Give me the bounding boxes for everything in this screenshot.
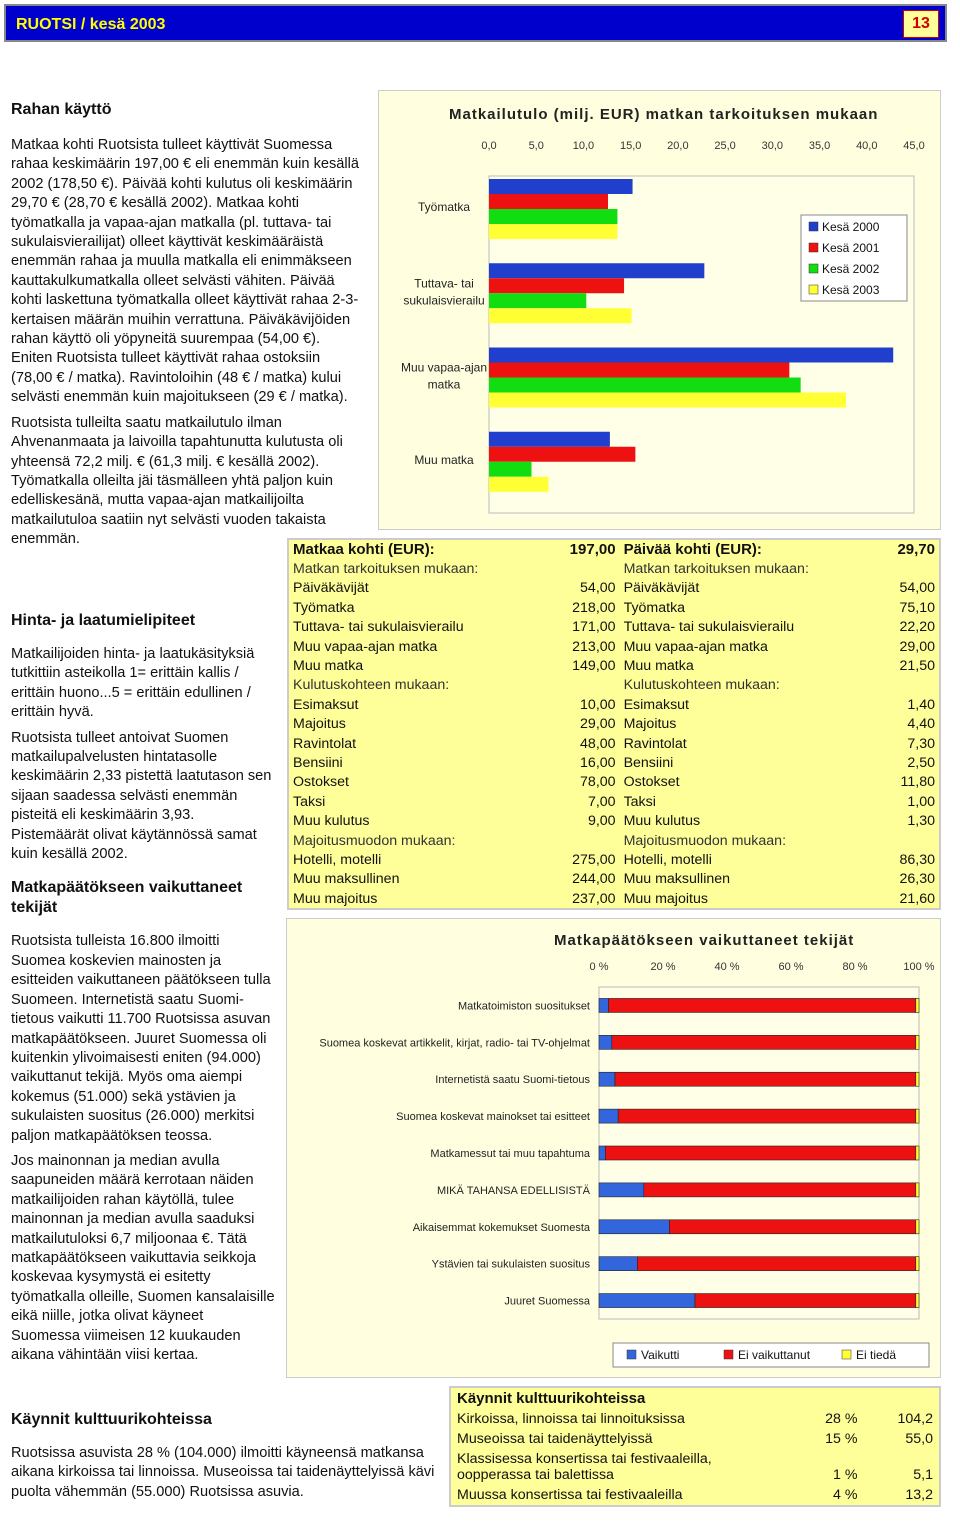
category-label: MIKÄ TAHANSA EDELLISISTÄ (436, 1184, 590, 1197)
bar-vaikutti (599, 1257, 637, 1271)
bar-vaikutti (599, 1109, 618, 1123)
row-value: 78,00 (580, 774, 616, 791)
x-tick-label: 0 % (589, 961, 609, 973)
bar-ei-tiedä (916, 1257, 919, 1271)
legend-swatch (809, 264, 818, 273)
table-row (451, 1409, 939, 1429)
row-value: 54,00 (580, 580, 616, 597)
header-title: RUOTSI / kesä 2003 (16, 16, 166, 33)
row-value: 26,30 (899, 871, 935, 888)
row-label: Taksi (293, 793, 326, 810)
row-label: Päiväkävijät (623, 580, 700, 597)
row-value: 1,40 (907, 696, 935, 713)
row-value: 7,00 (587, 793, 616, 810)
bar-kesä-2001 (489, 363, 789, 378)
table-row (451, 1485, 939, 1505)
x-tick-label: 0,0 (481, 140, 497, 152)
legend-label: Kesä 2003 (822, 283, 880, 297)
category-label: Tuttava- tai (414, 276, 474, 291)
culture-count: 5,1 (913, 1467, 933, 1483)
x-tick-label: 40,0 (856, 140, 878, 152)
row-label: Ostokset (623, 774, 680, 791)
row-value: 237,00 (572, 890, 616, 907)
row-label: Muu matka (623, 658, 694, 675)
row-value: 86,30 (899, 851, 935, 868)
bar-kesä-2000 (489, 432, 610, 447)
culture-label: Klassisessa konsertissa tai festivaaleilla, oopperassa tai balettissa (457, 1451, 712, 1483)
legend-swatch (842, 1350, 851, 1359)
row-value (548, 831, 620, 850)
bar-kesä-2003 (489, 308, 632, 323)
culture-count: 55,0 (905, 1431, 933, 1447)
legend-label: Ei tiedä (856, 1348, 897, 1362)
page-header (4, 4, 947, 42)
table-row (289, 773, 939, 792)
table-row (289, 637, 939, 656)
bar-ei-vaikuttanut (637, 1257, 915, 1271)
table-row (451, 1449, 939, 1485)
culture-percent: 4 % (833, 1487, 858, 1503)
row-value: 1,30 (907, 813, 935, 830)
heading-spending: Rahan käyttö (11, 101, 112, 118)
legend-label: Kesä 2001 (822, 241, 880, 255)
bar-kesä-2003 (489, 477, 549, 492)
table-row (289, 831, 939, 850)
row-value (878, 676, 939, 695)
bar-ei-vaikuttanut (615, 1072, 916, 1086)
row-value: 4,40 (907, 716, 935, 733)
bar-kesä-2003 (489, 393, 846, 408)
text-column-middle (11, 598, 275, 1365)
row-label: Bensiini (623, 754, 674, 771)
paragraph-advertising: Jos mainonnan ja median avulla saapuneiden määrä kerrotaan näiden matkailijoiden rahan käytöllä, tulee mainonnan ja median avulla saaduksi matkailutuloksi 6,7 miljoonaa €. Tätä matkapäätökseen vaikuttavia seikkoja koskevaa kysymystä ei esitetty työmatkalla olleille, Suomen kansalaisille eikä niille, jotka olivat käyneet Suomessa viimeisen 12 kuukauden aikana vähintään viisi kertaa. (11, 1152, 275, 1363)
paragraph-spending: Matkaa kohti Ruotsista tulleet käyttivät Suomessa rahaa keskimäärin 197,00 € eli enemmän kuin kesällä 2002 (178,50 €). Päivää kohti kulutus oli keskimäärin 29,70 € (28,70 € kesällä 2002). Matkaa kohti työmatkalla ja vapaa-ajan matkalla (pl. tuttava- tai sukulaisvierailijat) olleet käyttivät keskimääräistä enemmän rahaa ja muulla matkalla eli enimmäkseen kauttakulkumatkalla olleet selvästi vähiten. Päivää kohti laskettuna työmatkalla olleet käyttivät rahaa 2-3-kertaisen määrän muihin verrattuna. Päiväkävijöiden rahan käyttö oli yöpyneitä suurempaa (54,00 €). Eniten Ruotsista tulleet käyttivät rahaa ostoksiin (78,00 € / matka). Ravintoloihin (48 € / matka) kului selvästi enemmän kuin majoitukseen (29 € / matka). (11, 137, 360, 406)
income-chart-title: Matkailutulo (milj. EUR) matkan tarkoituksen mukaan (449, 106, 879, 123)
row-label: Muu maksullinen (623, 871, 731, 888)
row-value: 29,00 (899, 638, 935, 655)
bar-ei-vaikuttanut (612, 1035, 916, 1049)
bar-vaikutti (599, 1183, 644, 1197)
table-row (289, 715, 939, 734)
row-value (878, 831, 939, 850)
table-row (289, 889, 939, 908)
x-tick-label: 35,0 (808, 140, 831, 152)
bar-vaikutti (599, 998, 609, 1012)
row-label: Muu majoitus (293, 890, 378, 907)
culture-table (449, 1386, 941, 1507)
x-tick-label: 100 % (903, 961, 935, 973)
table-row (451, 1429, 939, 1449)
culture-count: 13,2 (905, 1487, 933, 1503)
per-day-value: 29,70 (897, 541, 935, 559)
x-tick-label: 20,0 (667, 140, 689, 152)
bar-vaikutti (599, 1072, 615, 1086)
bar-vaikutti (599, 1146, 605, 1160)
x-tick-label: 30,0 (761, 140, 784, 152)
text-column-top (11, 100, 365, 550)
row-value (548, 676, 620, 695)
row-label: Kulutuskohteen mukaan: (623, 677, 780, 694)
bar-ei-tiedä (916, 1220, 919, 1234)
row-value: 171,00 (572, 619, 616, 636)
legend-swatch (809, 222, 818, 231)
x-tick-label: 10,0 (572, 140, 595, 152)
paragraph-income: Ruotsista tulleilta saatu matkailutulo ilman Ahvenanmaata ja laivoilla tapahtunutta kulutusta oli yhteensä 72,2 milj. € (61,3 milj. € kesällä 2002). Työmatkalla olleilta jäi täsmälleen yhtä paljon kuin edelliskesänä, mutta vapaa-ajan matkailijoilta matkailutuloa saatiin nyt selvästi vuoden takaista enemmän. (11, 414, 343, 548)
row-value: 22,20 (899, 619, 935, 636)
row-label: Kulutuskohteen mukaan: (293, 677, 450, 694)
row-label: Työmatka (623, 599, 686, 616)
bar-ei-tiedä (916, 1183, 919, 1197)
heading-price-quality: Hinta- ja laatumielipiteet (11, 612, 196, 629)
category-label: matka (427, 377, 461, 392)
row-value: 9,00 (587, 813, 616, 830)
row-label: Päiväkävijät (293, 580, 369, 597)
category-label: Suomea koskevat mainokset tai esitteet (396, 1111, 590, 1124)
category-label: Internetistä saatu Suomi-tietous (435, 1074, 590, 1087)
row-label: Majoitus (293, 716, 346, 733)
bar-kesä-2001 (489, 447, 635, 462)
category-label: Ystävien tai sukulaisten suositus (431, 1258, 590, 1271)
per-day-label: Päivää kohti (EUR): (623, 541, 762, 559)
row-label: Muu matka (293, 658, 364, 675)
legend-label: Ei vaikuttanut (738, 1348, 811, 1362)
category-label: Työmatka (417, 200, 471, 214)
category-label: Muu vapaa-ajan (400, 360, 488, 375)
table-row (289, 559, 939, 578)
decision-chart-card (286, 918, 941, 1378)
legend-label: Kesä 2002 (822, 262, 880, 276)
bar-kesä-2000 (489, 179, 633, 194)
table-row (289, 734, 939, 753)
chart-legend (613, 1343, 929, 1367)
row-value: 48,00 (580, 735, 616, 752)
row-label: Muu maksullinen (293, 871, 400, 888)
row-label: Tuttava- tai sukulaisvierailu (623, 619, 795, 636)
row-label: Matkan tarkoituksen mukaan: (293, 561, 479, 578)
bar-ei-tiedä (916, 998, 919, 1012)
bar-ei-tiedä (916, 1294, 919, 1308)
row-value: 1,00 (907, 793, 935, 810)
chart-legend (801, 215, 907, 301)
bar-ei-vaikuttanut (695, 1294, 916, 1308)
category-label: Suomea koskevat artikkelit, kirjat, radio- tai TV-ohjelmat (319, 1037, 590, 1050)
row-label: Taksi (623, 793, 656, 810)
bar-kesä-2000 (489, 263, 704, 278)
category-label: Matkamessut tai muu tapahtuma (430, 1148, 590, 1160)
row-label: Esimaksut (293, 696, 359, 713)
row-value: 10,00 (580, 696, 616, 713)
row-value: 218,00 (572, 599, 616, 616)
income-chart-card (378, 90, 941, 530)
category-label: sukulaisvierailu (403, 293, 485, 308)
bar-kesä-2002 (489, 293, 586, 308)
text-column-bottom (11, 1410, 436, 1502)
per-trip-label: Matkaa kohti (EUR): (293, 541, 435, 559)
table-row (289, 656, 939, 675)
income-chart (379, 91, 942, 531)
row-label: Hotelli, motelli (623, 851, 712, 868)
table-row (289, 811, 939, 830)
culture-label: Muussa konsertissa tai festivaaleilla (457, 1487, 683, 1503)
bar-vaikutti (599, 1035, 612, 1049)
row-label: Majoitusmuodon mukaan: (293, 832, 456, 849)
bar-ei-vaikuttanut (669, 1220, 915, 1234)
row-label: Muu vapaa-ajan matka (623, 638, 768, 655)
row-value: 149,00 (572, 658, 616, 675)
row-label: Hotelli, motelli (293, 851, 382, 868)
row-value: 2,50 (907, 754, 935, 771)
culture-label: Museoissa tai taidenäyttelyissä (457, 1431, 653, 1447)
culture-label: Kirkoissa, linnoissa tai linnoituksissa (457, 1411, 685, 1427)
row-value: 29,00 (580, 716, 616, 733)
decision-chart-title: Matkapäätökseen vaikuttaneet tekijät (554, 932, 855, 949)
table-row (289, 598, 939, 617)
bar-ei-tiedä (916, 1072, 919, 1086)
bar-ei-vaikuttanut (644, 1183, 916, 1197)
row-label: Esimaksut (623, 696, 689, 713)
row-label: Muu kulutus (293, 813, 370, 830)
x-tick-label: 5,0 (528, 140, 544, 152)
row-value (878, 559, 939, 578)
bar-kesä-2002 (489, 462, 532, 477)
table-row (289, 792, 939, 811)
row-value: 275,00 (572, 851, 616, 868)
per-trip-value: 197,00 (569, 541, 616, 559)
paragraph-price-scale: Matkailijoiden hinta- ja laatukäsityksiä tutkittiin asteikolla 1= erittäin kallis / erittäin huono...5 = erittäin edullinen / erittäin hyvä. (11, 646, 255, 721)
legend-label: Vaikutti (641, 1348, 680, 1362)
row-label: Ravintolat (623, 735, 687, 752)
bar-ei-tiedä (916, 1146, 919, 1160)
page-number: 13 (903, 10, 939, 38)
paragraph-decision: Ruotsista tulleista 16.800 ilmoitti Suomea koskevien mainosten ja esitteiden vaikuttaneen päätökseen tulla Suomeen. Internetistä saatu Suomi-tietous vaikutti 11.700 Ruotsissa asuvan matkapäätökseen. Juuret Suomessa oli kuitenkin ylivoimaisesti eniten (94.000) vaikuttanut tekijä. Myös oma aiempi kokemus (51.000) sekä ystävien ja sukulaisten suositus (26.000) merkitsi paljon matkapäätöksen teossa. (11, 933, 271, 1144)
row-label: Tuttava- tai sukulaisvierailu (293, 619, 464, 636)
heading-decision-factors: Matkapäätökseen vaikuttaneet tekijät (11, 879, 243, 917)
bar-kesä-2002 (489, 378, 801, 393)
table-row (289, 579, 939, 598)
row-value: 11,80 (900, 774, 935, 791)
row-value: 16,00 (580, 754, 616, 771)
row-label: Muu majoitus (623, 890, 708, 907)
row-value: 21,50 (899, 658, 935, 675)
heading-culture: Käynnit kulttuurikohteissa (11, 1411, 212, 1428)
bar-kesä-2002 (489, 209, 617, 224)
culture-percent: 1 % (833, 1467, 858, 1483)
paragraph-price-results: Ruotsista tulleet antoivat Suomen matkailupalvelusten hintatasolle keskimäärin 2,33 pistettä laatutason sen sijaan saadessa selvästi enemmän pisteitä eli keskimäärin 3,93. Pistemäärät olivat käytännössä samat kuin kesällä 2002. (11, 729, 272, 863)
bar-ei-vaikuttanut (609, 998, 916, 1012)
table-header-row (289, 540, 939, 559)
x-tick-label: 80 % (842, 961, 868, 973)
row-value: 54,00 (899, 580, 935, 597)
x-tick-label: 60 % (778, 961, 804, 973)
row-value: 7,30 (907, 735, 935, 752)
legend-swatch (627, 1350, 636, 1359)
bar-ei-tiedä (916, 1109, 919, 1123)
bar-vaikutti (599, 1294, 695, 1308)
row-label: Ostokset (293, 774, 349, 791)
row-value (548, 559, 620, 578)
bar-vaikutti (599, 1220, 669, 1234)
bar-kesä-2001 (489, 278, 624, 293)
row-value: 213,00 (572, 638, 616, 655)
decision-chart (287, 919, 942, 1379)
bar-ei-vaikuttanut (605, 1146, 915, 1160)
legend-swatch (809, 243, 818, 252)
bar-kesä-2000 (489, 348, 893, 363)
x-tick-label: 25,0 (714, 140, 736, 152)
x-tick-label: 45,0 (903, 140, 925, 152)
table-row (289, 850, 939, 869)
row-value: 244,00 (572, 871, 616, 888)
bar-ei-vaikuttanut (618, 1109, 916, 1123)
row-label: Työmatka (293, 599, 355, 616)
row-value: 21,60 (899, 890, 935, 907)
culture-percent: 28 % (825, 1411, 858, 1427)
row-label: Muu vapaa-ajan matka (293, 638, 438, 655)
legend-label: Kesä 2000 (822, 220, 880, 234)
row-value: 75,10 (899, 599, 935, 616)
bar-ei-tiedä (916, 1035, 919, 1049)
bar-kesä-2001 (489, 194, 608, 209)
spending-table (287, 538, 941, 910)
category-label: Juuret Suomessa (504, 1295, 590, 1308)
row-label: Majoitus (623, 716, 677, 733)
table-row (289, 676, 939, 695)
row-label: Muu kulutus (623, 813, 701, 830)
legend-swatch (809, 285, 818, 294)
legend-swatch (724, 1350, 733, 1359)
category-label: Matkatoimiston suositukset (457, 1000, 590, 1013)
row-label: Matkan tarkoituksen mukaan: (623, 561, 809, 578)
x-tick-label: 40 % (714, 961, 740, 973)
row-label: Ravintolat (293, 735, 357, 752)
paragraph-culture: Ruotsissa asuvista 28 % (104.000) ilmoitti käyneensä matkansa aikana kirkoissa tai linnoissa. Museoissa tai taidenäyttelyissä kävi puolta vähemmän (55.000) Ruotsissa asuvia. (11, 1445, 435, 1500)
x-tick-label: 20 % (650, 961, 676, 973)
category-label: Muu matka (414, 452, 474, 467)
row-label: Bensiini (293, 754, 343, 771)
table-row (289, 695, 939, 714)
bar-kesä-2003 (489, 224, 617, 239)
culture-table-title: Käynnit kulttuurikohteissa (457, 1390, 646, 1407)
table-row (289, 753, 939, 772)
x-tick-label: 15,0 (619, 140, 642, 152)
table-row (289, 618, 939, 637)
culture-count: 104,2 (897, 1411, 933, 1427)
row-label: Majoitusmuodon mukaan: (623, 832, 787, 849)
table-row (289, 870, 939, 889)
category-label: Aikaisemmat kokemukset Suomesta (412, 1221, 590, 1234)
culture-percent: 15 % (825, 1431, 858, 1447)
